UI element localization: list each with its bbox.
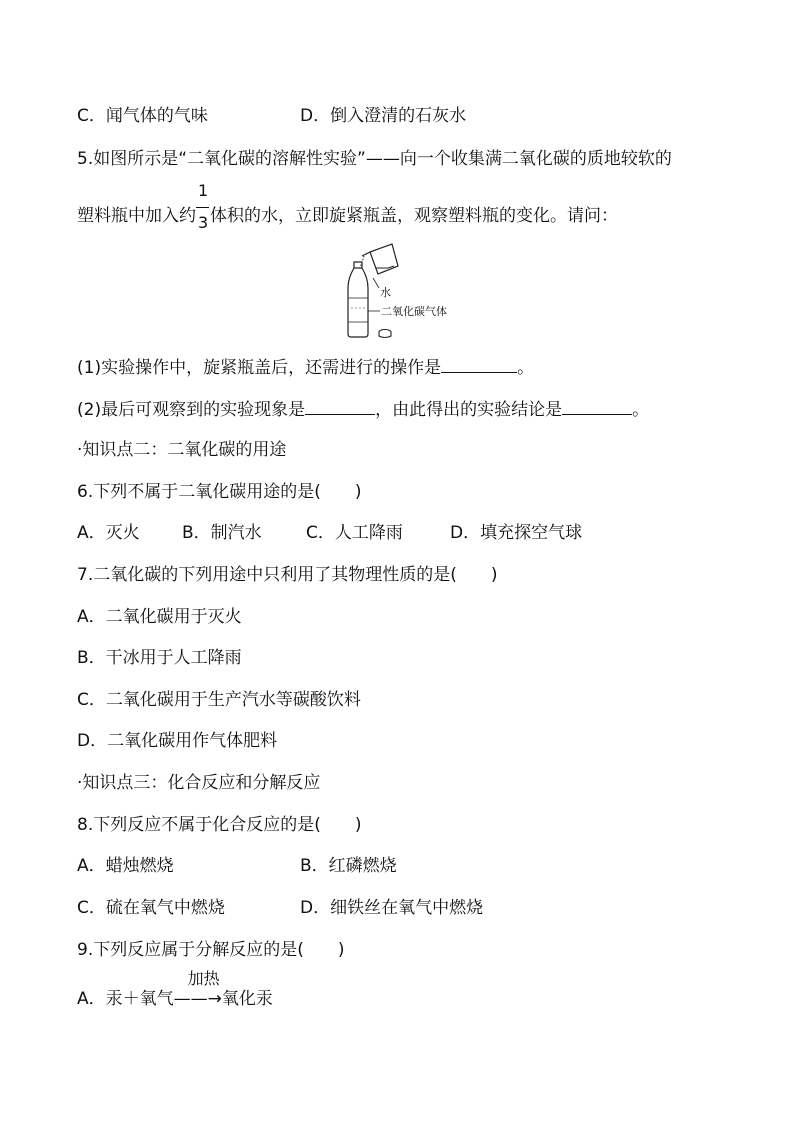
- fraction-numerator: 1: [198, 181, 209, 200]
- q5-sub1-end: 。: [517, 358, 535, 378]
- q9-a-product: 氧化汞: [221, 989, 273, 1009]
- q5-sub2-end: 。: [632, 400, 650, 420]
- q4-option-c: C．闻气体的气味: [77, 106, 208, 126]
- q6-option-d: D．填充探空气球: [450, 523, 583, 543]
- answer-blank[interactable]: [562, 397, 632, 415]
- q7-option-b: B．干冰用于人工降雨: [77, 648, 242, 668]
- q7-option-c: C．二氧化碳用于生产汽水等碳酸饮料: [77, 690, 361, 710]
- q4-option-d: D．倒入澄清的石灰水: [300, 106, 467, 126]
- knowledge-point-heading: ·知识点三：化合反应和分解反应: [77, 773, 321, 793]
- q5-sub1-text: (1)实验操作中，旋紧瓶盖后，还需进行的操作是: [77, 358, 442, 378]
- q5-subquestion-1: [77, 355, 534, 380]
- figure-label-water: 水: [380, 286, 391, 299]
- figure-label-co2-gas: 二氧化碳气体: [381, 305, 447, 318]
- answer-blank[interactable]: [305, 397, 375, 415]
- reaction-arrow: [173, 969, 222, 1011]
- q6-option-b: B．制汽水: [182, 523, 262, 543]
- fraction-denominator: 3: [198, 213, 209, 232]
- one-third-fraction: [196, 181, 210, 232]
- plastic-bottle-icon: [348, 262, 368, 337]
- q9-option-a: [77, 969, 273, 1011]
- q5-sub2-text: (2)最后可观察到的实验现象是: [77, 400, 306, 420]
- q5-stem-line2-end: 体积的水，立即旋紧瓶盖，观察塑料瓶的变化。请问：: [210, 206, 618, 226]
- knowledge-point-heading: ·知识点二：二氧化碳的用途: [77, 440, 287, 460]
- water-leader-line: [373, 278, 379, 288]
- q5-subquestion-2: [77, 397, 649, 422]
- q9-a-reactants: A．汞＋氧气: [77, 989, 174, 1009]
- q8-option-b: B．红磷燃烧: [300, 856, 397, 876]
- q8-option-d: D．细铁丝在氧气中燃烧: [300, 898, 484, 918]
- q6-stem: 6.下列不属于二氧化碳用途的是( ): [77, 482, 362, 502]
- beaker-icon: [360, 244, 398, 274]
- q5-stem-line1: 5.如图所示是“二氧化碳的溶解性实验”——向一个收集满二氧化碳的质地较软的: [77, 149, 672, 169]
- q7-option-a: A．二氧化碳用于灭火: [77, 607, 242, 627]
- q9-stem: 9.下列反应属于分解反应的是( ): [77, 940, 345, 960]
- q8-stem: 8.下列反应不属于化合反应的是( ): [77, 815, 362, 835]
- fraction-bar: [196, 207, 209, 208]
- q8-option-a: A．蜡烛燃烧: [77, 856, 174, 876]
- q5-sub2-mid: ，由此得出的实验结论是: [375, 400, 563, 420]
- q7-stem: 7.二氧化碳的下列用途中只利用了其物理性质的是( ): [77, 565, 498, 585]
- bottle-cap-icon: [379, 330, 391, 338]
- arrow-glyph: ——→: [173, 989, 222, 1009]
- q5-stem-line2-start: 塑料瓶中加入约: [77, 206, 196, 226]
- q6-option-c: C．人工降雨: [306, 523, 403, 543]
- experiment-figure: [330, 238, 460, 342]
- answer-blank[interactable]: [441, 355, 517, 373]
- q8-option-c: C．硫在氧气中燃烧: [77, 898, 225, 918]
- reaction-condition: 加热: [187, 969, 220, 988]
- q6-option-a: A．灭火: [77, 523, 140, 543]
- q7-option-d: D．二氧化碳用作气体肥料: [77, 731, 278, 751]
- q5-stem-line2: [77, 181, 618, 232]
